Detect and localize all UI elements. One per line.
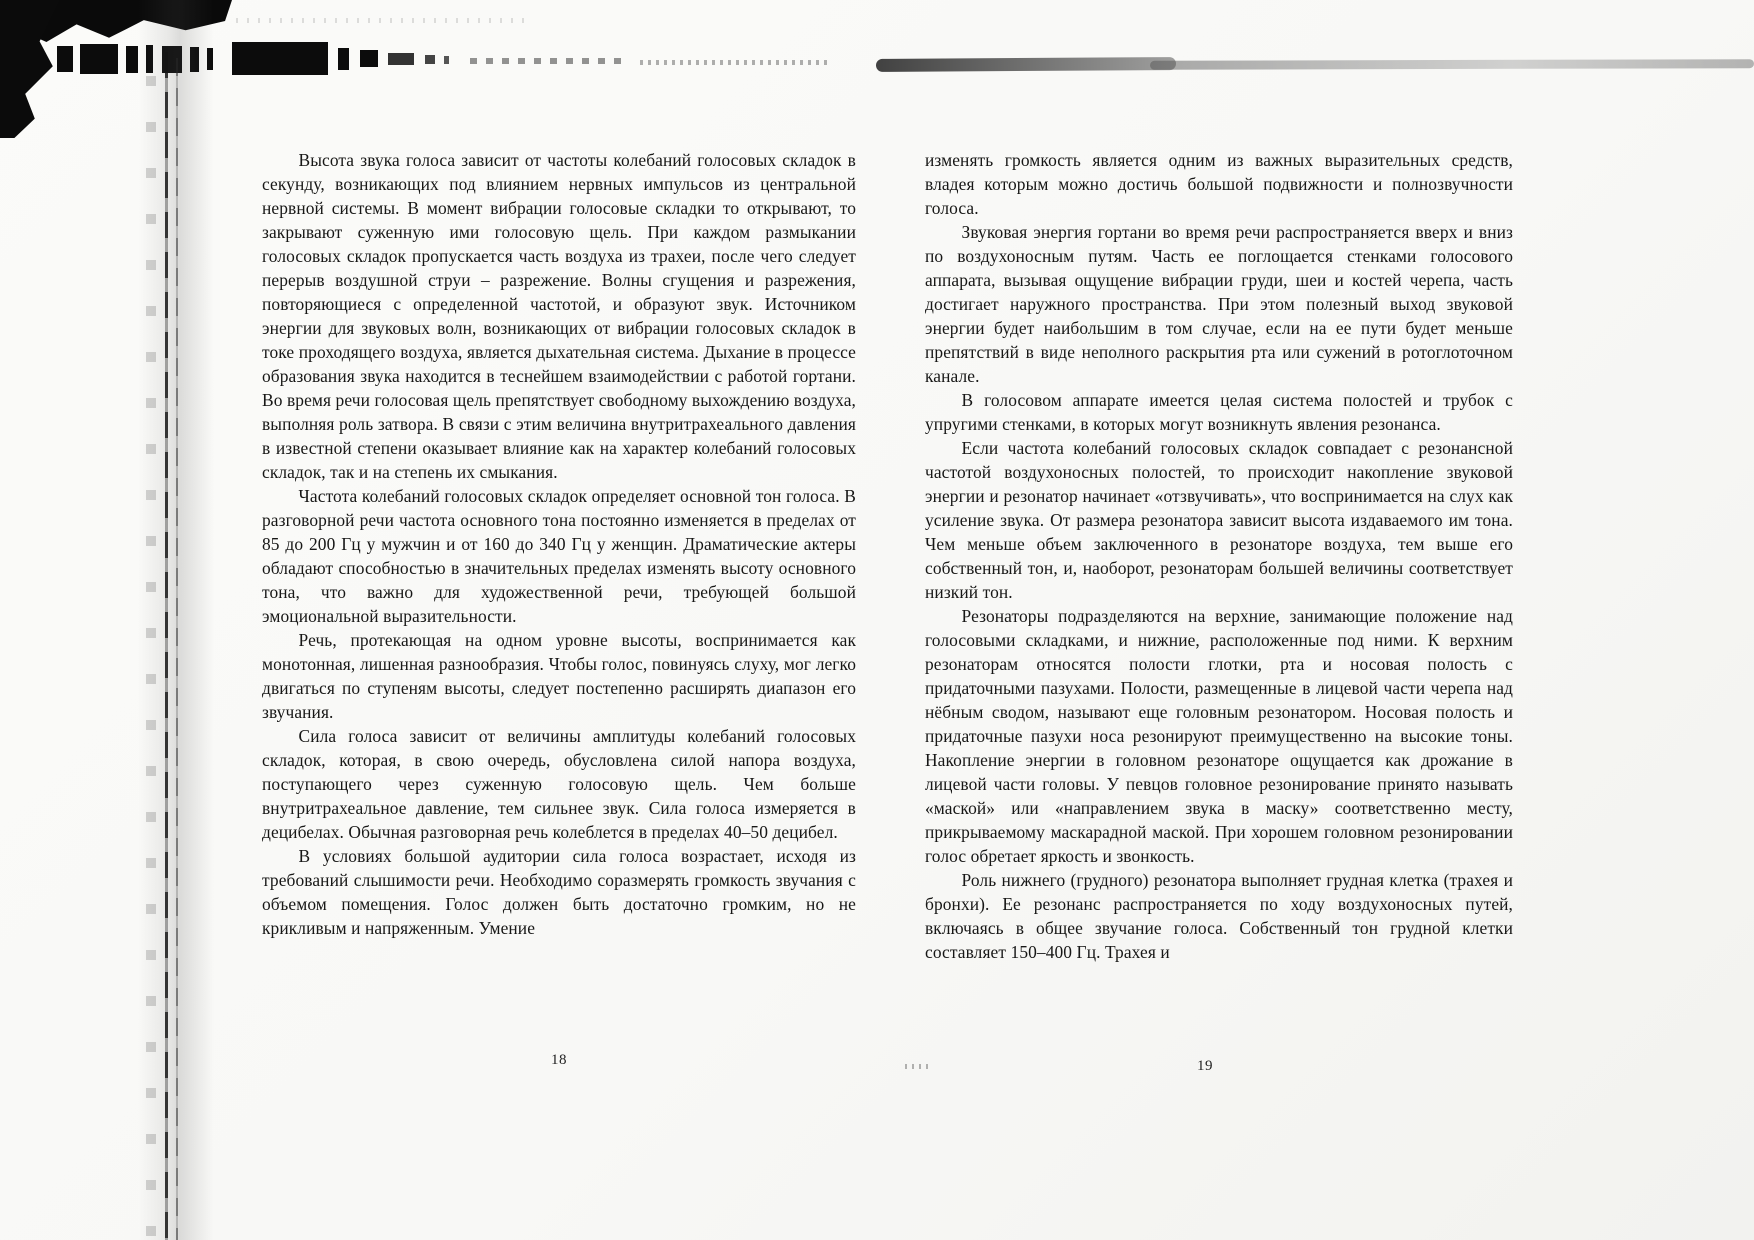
scan-filmstrip-block: [360, 50, 378, 67]
scan-filmstrip-block: [232, 42, 328, 75]
paragraph: Частота колебаний голосовых складок определяет основной тон голоса. В разговорной речи частота основного тона постоянно изменяется в пределах от 85 до 200 Гц у мужчин и от 160 до 340 Гц у женщин. Драматические актеры обладают способностью в значительных пределах изменять высоту основного тона, что важно для художественной речи, требующей большой эмоциональной выразительности.: [262, 486, 856, 626]
paragraph: В условиях большой аудитории сила голоса возрастает, исходя из требований слышимости речи. Необходимо соразмерять громкость звучания с объемом помещения. Голос должен быть достаточно громким, но не крикливым и напряженным. Умение: [262, 846, 856, 938]
scan-filmstrip-block: [425, 55, 435, 64]
page-number-right: 19: [1197, 1058, 1213, 1074]
paragraph: Речь, протекающая на одном уровне высоты, воспринимается как монотонная, лишенная разнообразия. Чтобы голос, повинуясь слуху, мог легко двигаться по ступеням высоты, следует постепенно расширять диапазон его звучания.: [262, 630, 856, 722]
scan-filmstrip-block: [388, 53, 414, 65]
paragraph: Резонаторы подразделяются на верхние, занимающие положение над голосовыми складками, и нижние, расположенные под ними. К верхним резонаторам относятся полости глотки, рта и носовая полость с придаточными пазухами. Полости, размещенные в лицевой части черепа над нёбным сводом, называют еще головным резонатором. Носовая полость и придаточные пазухи носа резонируют преимущественно на высокие тоны. Накопление энергии в головном резонаторе ощущается как дрожание в лицевой части головы. У певцов головное резонирование принято называть «маской» или «направлением звука в маску» соответственно месту, прикрываемому маскарадной маской. При хорошем головном резонировании голос обретает яркость и звонкость.: [925, 606, 1513, 866]
right-page-text: [925, 148, 1513, 964]
scan-noise-dashes: [640, 60, 832, 65]
left-page-text: [262, 148, 856, 940]
paragraph: Высота звука голоса зависит от частоты колебаний голосовых складок в секунду, возникающих под влиянием нервных импульсов из центральной нервной системы. В момент вибрации голосовые складки то открывают, то закрывают суженную ими голосовую щель. При каждом размыкании голосовых складок пропускается часть воздуха из трахеи, после чего следует перерыв воздушной струи – разрежение. Волны сгущения и разрежения, повторяющиеся с определенной частотой, и образуют звук. Источником энергии для звуковых волн, возникающих от вибрации голосовых складок в токе проходящего воздуха, является дыхательная система. Дыхание в процессе образования звука находится в теснейшем взаимодействии с работой гортани. Во время речи голосовая щель препятствует свободному выхождению воздуха, выполняя роль затвора. В связи с этим величина внутритрахеального давления в известной степени оказывает влияние как на характер колебаний голосовых складок, так и на степень их смыкания.: [262, 150, 856, 482]
paragraph: Сила голоса зависит от величины амплитуды колебаний голосовых складок, которая, в свою очередь, обусловлена силой напора воздуха, поступающего через суженную голосовую щель. Чем больше внутритрахеальное давление, тем сильнее звук. Сила голоса измеряется в децибелах. Обычная разговорная речь колеблется в пределах 40–50 децибел.: [262, 726, 856, 842]
page-number-left: 18: [551, 1052, 567, 1068]
binding-line: [176, 58, 178, 1240]
paragraph: В голосовом аппарате имеется целая система полостей и трубок с упругими стенками, в которых могут возникнуть явления резонанса.: [925, 390, 1513, 434]
paragraph: Звуковая энергия гортани во время речи распространяется вверх и вниз по воздухоносным путям. Часть ее поглощается стенками голосового аппарата, вызывая ощущение вибрации груди, шеи и костей черепа, часть достигает наружного пространства. При этом полезный выход звуковой энергии будет наибольшим в том случае, если на ее пути будет меньше препятствий в виде неполного раскрытия рта или сужений в ротоглоточном канале.: [925, 222, 1513, 386]
scan-filmstrip-block: [126, 46, 138, 73]
scan-top-streak-dark: [876, 57, 1176, 72]
scan-filmstrip-block: [57, 46, 73, 72]
scan-filmstrip-block: [80, 44, 118, 74]
binding-line: [165, 52, 168, 1240]
paragraph: Роль нижнего (грудного) резонатора выполняет грудная клетка (трахея и бронхи). Ее резонанс распространяется по ходу воздухоносных путей, включаясь в общее звучание голоса. Собственный тон грудной клетки составляет 150–400 Гц. Трахея и: [925, 870, 1513, 962]
scan-noise-speckles: [236, 18, 526, 23]
scan-noise-dashes: [470, 58, 630, 64]
scan-top-streak-light: [1150, 59, 1754, 70]
scan-filmstrip-block: [444, 56, 449, 64]
paragraph: изменять громкость является одним из важных выразительных средств, владея которым можно достичь большой подвижности и полнозвучности голоса.: [925, 150, 1513, 218]
binding-sprocket-marks: [146, 76, 156, 1240]
scan-filmstrip-block: [338, 48, 349, 70]
paragraph: Если частота колебаний голосовых складок совпадает с резонансной частотой воздухоносных полостей, то происходит накопление звуковой энергии и резонатор начинает «отзвучивать», что воспринимается на слух как усиление звука. От размера резонатора зависит высота издаваемого им тона. Чем меньше объем заключенного в резонаторе воздуха, тем выше его собственный тон, и, наоборот, резонаторам большей величины соответствует низкий тон.: [925, 438, 1513, 602]
